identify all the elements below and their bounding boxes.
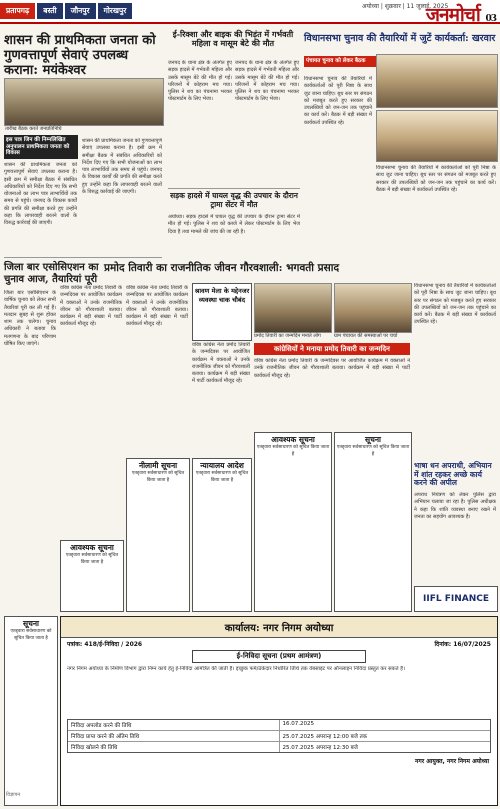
- notice-box-1: [60, 540, 124, 612]
- tender-row: [68, 720, 490, 731]
- story2-body-col2: जनपद के थाना क्षेत्र के अंतर्गत हुए सड़क हादसे में गर्भवती महिला और उसके मासूम बेटे की मौत हो गई। परिजनों में कोहराम मच गया। पुलिस ने शव का पंचनामा भरकर पोस्टमार्टम के लिए भेजा।: [235, 60, 299, 103]
- notice-title-2: नीलामी सूचना: [138, 461, 178, 470]
- notice-line-1: एतद्द्वारा सर्वसाधारण को सूचित किया जाता है: [65, 553, 119, 565]
- divider: [168, 188, 300, 189]
- tender-ref-right: दिनांक: 16/07/2025: [434, 641, 491, 648]
- story6-sidebar: [192, 283, 252, 341]
- story6-body-col1: वरिष्ठ कांग्रेस नेता प्रमोद तिवारी के जन्मदिवस पर आयोजित कार्यक्रम में वक्ताओं ने उनके राजनीतिक जीवन को गौरवशाली बताया। कार्यक्रम में बड़ी संख्या में पार्टी कार्यकर्ता मौजूद रहे।: [60, 285, 122, 328]
- tender-row-value: 16.07.2025: [282, 721, 314, 727]
- story2-body-col1: जनपद के थाना क्षेत्र के अंतर्गत हुए सड़क हादसे में गर्भवती महिला और उसके मासूम बेटे की मौत हो गई। परिजनों में कोहराम मच गया। पुलिस ने शव का पंचनामा भरकर पोस्टमार्टम के लिए भेजा।: [168, 60, 232, 103]
- notice-box-4: [254, 432, 332, 612]
- notice-line-2: एतद्द्वारा सर्वसाधारण को सूचित किया जाता है: [131, 471, 185, 483]
- notice-line-left: एतद्द्वारा सर्वसाधारण को सूचित किया जाता है: [10, 629, 52, 641]
- story7-caption-left: प्रमोद तिवारी का जन्मदिन मनाते लोग: [254, 333, 321, 339]
- tab-gorakhpur[interactable]: गोरखपुर: [98, 3, 133, 19]
- story6-sidebar-title: श्रावण मेला के मद्देनजर व्यवस्था चाक चौबंद: [194, 287, 250, 304]
- notice-title-5: सूचना: [365, 435, 381, 444]
- story4-headline: सड़क हादसे में घायल वृद्ध की उपचार के दौरान ट्रामा सेंटर में मौत: [170, 191, 298, 209]
- iifl-ad: [414, 586, 498, 612]
- notice-box-left: [4, 616, 58, 806]
- story6-body-col2: वरिष्ठ कांग्रेस नेता प्रमोद तिवारी के जन्मदिवस पर आयोजित कार्यक्रम में वक्ताओं ने उनके राजनीतिक जीवन को गौरवशाली बताया। कार्यक्रम में बड़ी संख्या में पार्टी कार्यकर्ता मौजूद रहे।: [126, 285, 188, 328]
- story3-photo-bottom: [376, 110, 498, 162]
- tender-row: [68, 731, 490, 742]
- story5-headline: जिला बार एसोसिएशन का चुनाव आज, तैयारियां पूरी: [4, 262, 99, 285]
- divider: [4, 257, 162, 258]
- story3-photo-top: [376, 54, 498, 108]
- story8-headline: भाषा धन अपराधी, अभियान में शांत रहकर अच्छे कार्य करने की अपील: [414, 461, 492, 488]
- story7-caption-right: ग्राम पंचायत की समस्याओं पर चर्चा: [334, 333, 398, 339]
- tender-row: [68, 742, 490, 752]
- tender-notice: [60, 616, 498, 806]
- tender-row-label: निविदा खोलने की तिथि: [68, 742, 280, 752]
- notice-title-4: आवश्यक सूचना: [271, 435, 315, 444]
- notice-title-left: सूचना: [23, 619, 39, 628]
- notice-box-5: [334, 432, 412, 612]
- story3-lead: पंचायत चुनाव को लेकर बैठक: [304, 56, 378, 67]
- notice-box-2: [126, 458, 190, 612]
- story3-body-col2: विधानसभा चुनाव की तैयारियों में कार्यकर्ताओं को पूरी निष्ठा के साथ जुट जाना चाहिए। बूथ स्तर पर संगठन को मजबूत करते हुए सरकार की उपलब्धियों को जन-जन तक पहुंचाने का कार्य करें। बैठक में बड़ी संख्या में कार्यकर्ता उपस्थित रहे।: [376, 165, 496, 193]
- tender-row-label: निविदा प्राप्त करने की अंतिम तिथि: [68, 731, 280, 741]
- ad-sticker: विज्ञापन: [6, 792, 21, 798]
- story1-photo-caption: तारीख बैठक करते जनप्रतिनिधि: [5, 126, 62, 132]
- story3-headline: विधानसभा चुनाव की तैयारियों में जुटें कार्यकर्ता: खरवार: [304, 33, 496, 44]
- page-number: 03: [485, 14, 496, 24]
- dateline: अयोध्या | शुक्रवार | 11 जुलाई, 2025: [362, 3, 449, 10]
- notice-line-3: एतद्द्वारा सर्वसाधारण को सूचित किया जाता है: [195, 471, 249, 483]
- story5-body: जिला बार एसोसिएशन के वार्षिक चुनाव को लेकर सभी तैयारियां पूरी कर ली गई हैं। मतदान सुबह से शुरू होकर शाम तक चलेगा। चुनाव अधिकारी ने बताया कि मतगणना के बाद परिणाम घोषित किए जाएंगे।: [4, 290, 56, 347]
- story7-body: वरिष्ठ कांग्रेस नेता प्रमोद तिवारी के जन्मदिवस पर आयोजित कार्यक्रम में वक्ताओं ने उनके राजनीतिक जीवन को गौरवशाली बताया। कार्यक्रम में बड़ी संख्या में पार्टी कार्यकर्ता मौजूद रहे।: [254, 358, 410, 379]
- tender-table: [67, 719, 491, 753]
- story1-body-col1: शासन की प्राथमिकता जनता को गुणवत्तापूर्ण सेवाएं उपलब्ध कराना है। इसी क्रम में समीक्षा बैठक में संबंधित अधिकारियों को निर्देश दिए गए कि सभी योजनाओं का लाभ पात्र लाभार्थियों तक समय से पहुंचे। जनपद के विकास कार्यों की प्रगति की समीक्षा करते हुए उन्होंने कहा कि लापरवाही बरतने वालों के विरुद्ध कार्रवाई की जाएगी।: [4, 162, 77, 226]
- notice-line-5: एतद्द्वारा सर्वसाधारण को सूचित किया जाता है: [336, 445, 410, 457]
- tender-ref-row: [61, 638, 497, 650]
- tender-office: कार्यालय: नगर निगम अयोध्या: [61, 617, 497, 638]
- tender-row-label: निविदा अपलोड करने की तिथि: [68, 720, 280, 730]
- story6-body-col3: वरिष्ठ कांग्रेस नेता प्रमोद तिवारी के जन्मदिवस पर आयोजित कार्यक्रम में वक्ताओं ने उनके राजनीतिक जीवन को गौरवशाली बताया। कार्यक्रम में बड़ी संख्या में पार्टी कार्यकर्ता मौजूद रहे।: [192, 342, 250, 385]
- story6-headline: प्रमोद तिवारी का राजनीतिक जीवन गौरवशाली: भगवती प्रसाद: [104, 262, 340, 274]
- iifl-logo: IIFL FINANCE: [423, 594, 489, 604]
- tender-title: ई-निविदा सूचना (प्रथम आमंत्रण): [192, 650, 366, 663]
- tender-row-value: 25.07.2025 अपरान्ह 12:30 बजे: [282, 745, 358, 751]
- story3-body-col1: विधानसभा चुनाव की तैयारियों में कार्यकर्ताओं को पूरी निष्ठा के साथ जुट जाना चाहिए। बूथ स्तर पर संगठन को मजबूत करते हुए सरकार की उपलब्धियों को जन-जन तक पहुंचाने का कार्य करें। बैठक में बड़ी संख्या में कार्यकर्ता उपस्थित रहे।: [304, 76, 372, 126]
- story4-body: अयोध्या। सड़क हादसे में घायल वृद्ध की उपचार के दौरान ट्रामा सेंटर में मौत हो गई। पुलिस ने शव को कब्जे में लेकर पोस्टमार्टम के लिए भेज दिया है तथा मामले की जांच की जा रही है।: [168, 214, 300, 235]
- tender-signature: नगर आयुक्त, नगर निगम अयोध्या: [415, 758, 489, 765]
- story2-headline: ई-रिक्शा और बाइक की भिड़ंत में गर्भवती महिला व मासूम बेटे की मौत: [172, 29, 294, 49]
- story1-lead: इस पात्र जिन की निम्नलिखित अनुपालन प्राथमिकता जनता को विकास: [4, 135, 78, 159]
- notice-line-4: एतद्द्वारा सर्वसाधारण को सूचित किया जाता है: [256, 445, 330, 457]
- story1-body-col2: शासन की प्राथमिकता जनता को गुणवत्तापूर्ण सेवाएं उपलब्ध कराना है। इसी क्रम में समीक्षा बैठक में संबंधित अधिकारियों को निर्देश दिए गए कि सभी योजनाओं का लाभ पात्र लाभार्थियों तक समय से पहुंचे। जनपद के विकास कार्यों की प्रगति की समीक्षा करते हुए उन्होंने कहा कि लापरवाही बरतने वालों के विरुद्ध कार्रवाई की जाएगी।: [82, 138, 162, 195]
- story1-photo: [4, 78, 164, 126]
- story7-photo-left: [254, 283, 332, 333]
- tab-jaunpur[interactable]: जौनपुर: [65, 3, 96, 19]
- tender-ref-left: पत्रांक: 418/ई-निविदा / 2026: [67, 641, 143, 648]
- tab-basti[interactable]: बस्ती: [37, 3, 62, 19]
- tender-row-value: 25.07.2025 अपरान्ह 12:00 बजे तक: [282, 734, 367, 740]
- story7-headline: कांग्रेसियों ने मनाया प्रमोद तिवारी का जन्मदिन: [254, 343, 410, 355]
- story1-headline: शासन की प्राथमिकता जनता को गुणवत्तापूर्ण सेवाएं उपलब्ध कराना: मयंकेश्वर: [4, 33, 156, 78]
- story-right-body: विधानसभा चुनाव की तैयारियों में कार्यकर्ताओं को पूरी निष्ठा के साथ जुट जाना चाहिए। बूथ स्तर पर संगठन को मजबूत करते हुए सरकार की उपलब्धियों को जन-जन तक पहुंचाने का कार्य करें। बैठक में बड़ी संख्या में कार्यकर्ता उपस्थित रहे।: [414, 283, 496, 326]
- tab-pratapgarh[interactable]: प्रतापगढ़: [0, 3, 35, 19]
- masthead-title: जनमोर्चा: [425, 4, 480, 26]
- tender-body: नगर निगम अयोध्या के निर्माण विभाग द्वारा निम्न कार्य हेतु ई-निविदा आमंत्रित की जाती है। इच्छुक फर्म/ठेकेदार निर्धारित तिथि तक वेबसाइट पर ऑनलाइन निविदा प्रस्तुत कर सकते हैं।: [67, 666, 405, 672]
- story8-body: अपराध नियंत्रण को लेकर पुलिस द्वारा अभियान चलाया जा रहा है। पुलिस अधीक्षक ने कहा कि शांति व्यवस्था बनाए रखने में जनता का सहयोग आवश्यक है।: [414, 492, 496, 520]
- masthead: [426, 1, 496, 27]
- notice-title-1: आवश्यक सूचना: [70, 543, 114, 552]
- story7-photo-right: [334, 283, 412, 333]
- notice-title-3: न्यायालय आदेश: [200, 461, 244, 470]
- notice-box-3: [192, 458, 252, 612]
